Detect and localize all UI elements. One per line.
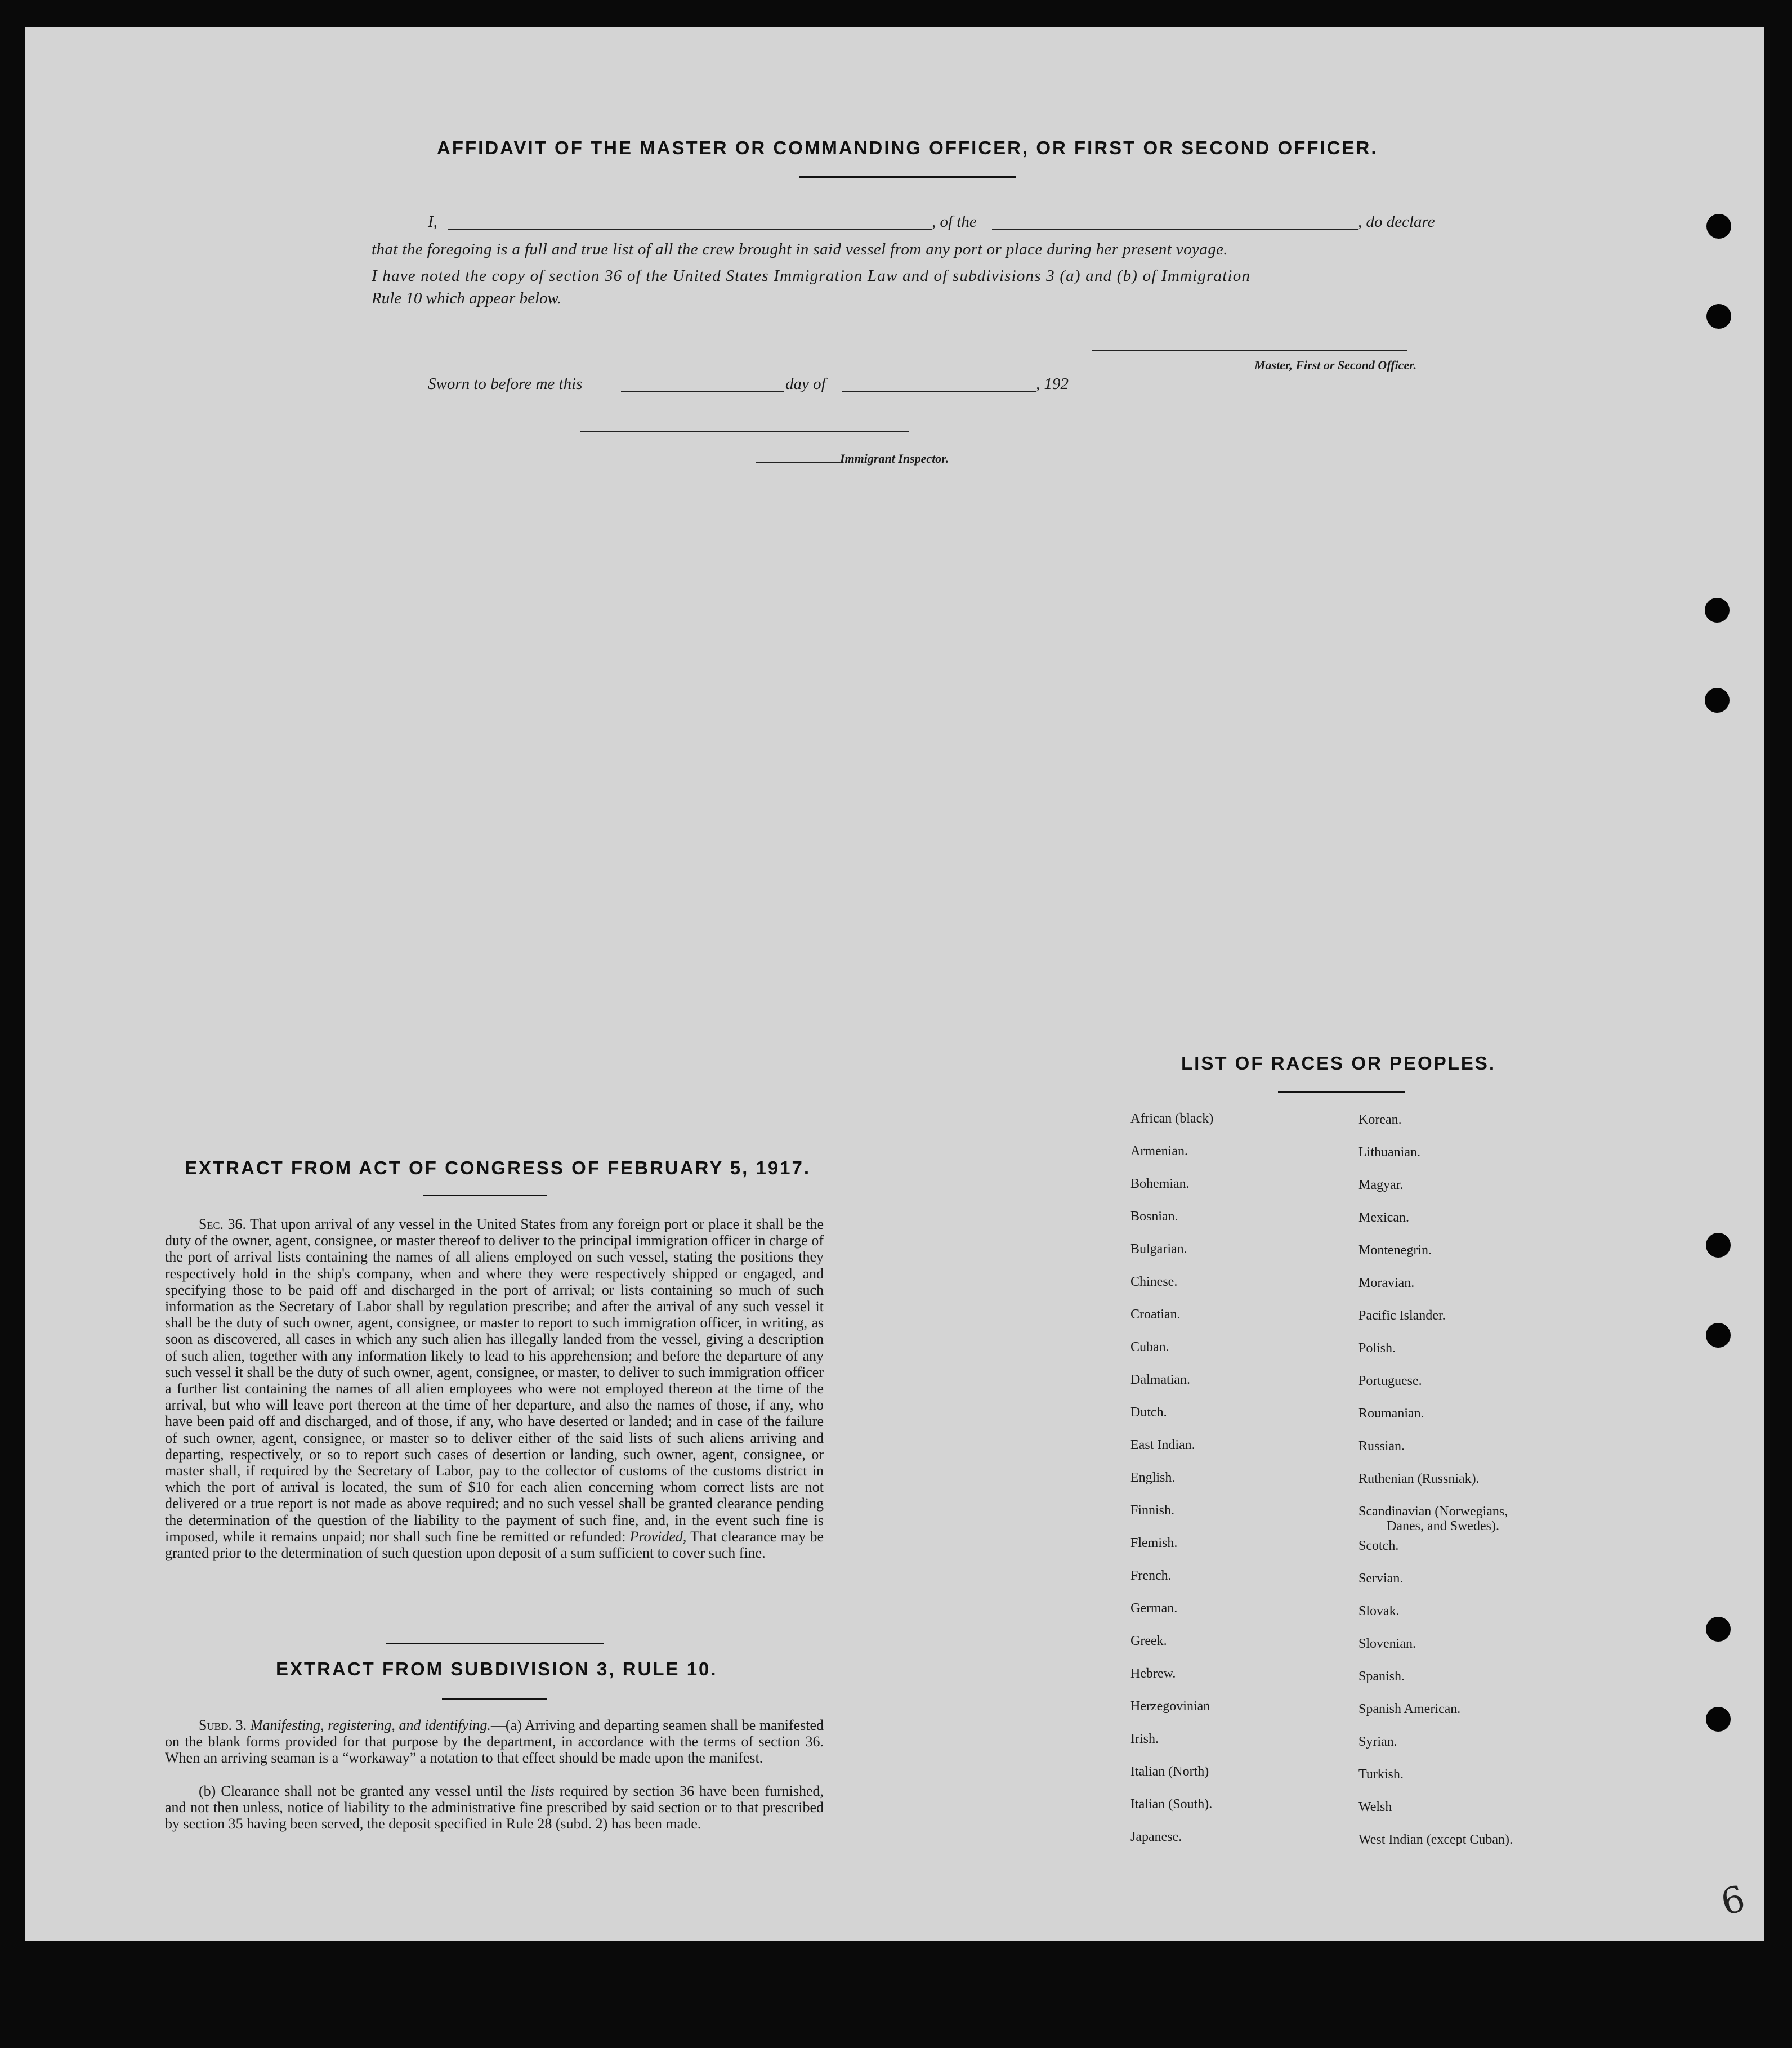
- sworn-prefix: Sworn to before me this: [428, 375, 583, 393]
- affidavit-title-rule: [799, 176, 1016, 178]
- extract-act-body: [165, 1216, 824, 1561]
- race-item: Dutch.: [1130, 1405, 1167, 1420]
- race-item: African (black): [1130, 1111, 1214, 1126]
- extract-act-rule: [423, 1195, 547, 1196]
- race-item: Mexican.: [1358, 1210, 1409, 1225]
- punch-hole-icon: [1706, 304, 1731, 329]
- extract-act-text-end: That clearance may be granted prior to the determination of such question upon deposit of a sum sufficient to cover such fine.: [165, 1528, 824, 1562]
- extract-rule-b-text1: Clearance shall not be granted any vessel until the: [221, 1783, 526, 1799]
- race-item: Scandinavian (Norwegians,: [1358, 1504, 1508, 1519]
- race-item: Polish.: [1358, 1341, 1396, 1356]
- extract-rule-b-text2: required by section 36 have been furnished, and not then unless, notice of liability to the administrative fine prescribed by said section or to that prescribed by section 35 having been served, the deposit specified in Rule 28 (subd. 2) has been made.: [165, 1783, 824, 1832]
- race-item: Spanish.: [1358, 1669, 1405, 1684]
- punch-hole-icon: [1706, 1617, 1731, 1642]
- race-item: Irish.: [1130, 1732, 1159, 1746]
- race-item: Lithuanian.: [1358, 1145, 1420, 1160]
- race-item: Portuguese.: [1358, 1374, 1422, 1388]
- extract-act-provided: Provided,: [629, 1528, 687, 1545]
- race-item: Herzegovinian: [1130, 1699, 1210, 1714]
- race-item: Croatian.: [1130, 1307, 1181, 1322]
- affidavit-name-blank: [448, 229, 932, 230]
- race-item: Moravian.: [1358, 1276, 1415, 1290]
- race-item: West Indian (except Cuban).: [1358, 1832, 1513, 1847]
- race-item: Turkish.: [1358, 1767, 1404, 1782]
- affidavit-line4: Rule 10 which appear below.: [372, 289, 561, 307]
- punch-hole-icon: [1705, 598, 1730, 623]
- race-item: Italian (South).: [1130, 1797, 1213, 1812]
- races-title-rule: [1278, 1091, 1405, 1093]
- race-item: French.: [1130, 1568, 1172, 1583]
- race-item: Flemish.: [1130, 1536, 1178, 1550]
- affidavit-line2: that the foregoing is a full and true list of all the crew brought in said vessel from any port or place during her present voyage.: [372, 240, 1228, 258]
- extract-act-text: That upon arrival of any vessel in the United States from any foreign port or place it shall be the duty of the owner, agent, consignee, or master thereof to deliver to the principal immigration officer in charge of the port of arrival lists containing the names of all aliens employed on such vessel, stating the positions they respectively hold in the ship's company, when and where they were respectively shipped or engaged, and specifying those to be paid off and discharged in the port of arrival; or lists containing so much of such information as the Secretary of Labor shall by regulation prescribe; and after the arrival of any such vessel it shall be the duty of such owner, agent, consignee, or master to report to such immigration officer, in writing, as soon as discovered, all cases in which any such alien has illegally landed from the vessel, giving a description of such alien, together with any information likely to lead to his apprehension; and before the departure of any such vessel it shall be the duty of such owner, agent, consignee, or master, to deliver to such immigration officer a further list containing the names of all alien employees who were not employed thereon at the time of the arrival, but who will leave port thereon at the time of her departure, and also the names of those, if any, who have been paid off and discharged, and of those, if any, who have deserted or landed; and in case of the failure of such owner, agent, consignee, or master so to deliver either of the said lists of such aliens arriving and departing, respectively, or so to report such cases of desertion or landing, such owner, agent, consignee, or master shall, if required by the Secretary of Labor, pay to the collector of customs of the customs district in which the port of arrival is located, the sum of $10 for each alien concerning whom correct lists are not delivered or a true report is not made as above required; and no such vessel shall be granted clearance pending the determination of the question of the liability to the payment of such fine, and, in the event such fine is imposed, while it remains unpaid; nor shall such fine be remitted or refunded:: [165, 1216, 824, 1545]
- race-item: Chinese.: [1130, 1275, 1178, 1289]
- race-item: Montenegrin.: [1358, 1243, 1432, 1258]
- extract-rule-para-b: [165, 1783, 824, 1832]
- master-signature-line: [1092, 350, 1407, 351]
- extract-rule-subd: Subd. 3.: [199, 1717, 247, 1733]
- extract-rule-title: EXTRACT FROM SUBDIVISION 3, RULE 10.: [276, 1658, 718, 1679]
- race-item: Bosnian.: [1130, 1209, 1178, 1224]
- race-item: Pacific Islander.: [1358, 1308, 1446, 1323]
- extract-rule-b-mark: (b): [199, 1783, 216, 1799]
- race-item: Servian.: [1358, 1571, 1404, 1586]
- affidavit-line1-declare: , do declare: [1358, 213, 1435, 231]
- race-item: Magyar.: [1358, 1178, 1404, 1192]
- race-item: Bohemian.: [1130, 1177, 1190, 1191]
- race-item: German.: [1130, 1601, 1178, 1616]
- affidavit-line3: I have noted the copy of section 36 of the United States Immigration Law and of subdivisions 3 (a) and (b) of Immigration: [372, 267, 1251, 285]
- race-item: Hebrew.: [1130, 1666, 1176, 1681]
- sworn-month-blank: [842, 391, 1036, 392]
- extract-act-title: EXTRACT FROM ACT OF CONGRESS OF FEBRUARY 5, 1917.: [185, 1157, 811, 1178]
- race-item: Danes, and Swedes).: [1387, 1519, 1499, 1533]
- extract-rule-a-mark: —(a): [490, 1717, 522, 1733]
- races-title: LIST OF RACES OR PEOPLES.: [1181, 1053, 1496, 1074]
- race-item: English.: [1130, 1470, 1176, 1485]
- extract-rule-heading: Manifesting, registering, and identifying.: [250, 1717, 491, 1733]
- inspector-short-line: [756, 462, 840, 463]
- race-item: Cuban.: [1130, 1340, 1169, 1354]
- race-item: Roumanian.: [1358, 1406, 1424, 1421]
- race-item: Italian (North): [1130, 1764, 1209, 1779]
- race-item: Slovak.: [1358, 1604, 1400, 1618]
- race-item: Japanese.: [1130, 1830, 1182, 1844]
- race-item: Welsh: [1358, 1800, 1392, 1814]
- extract-rule-a-text: Arriving and departing seamen shall be manifested on the blank forms provided for that purpose by the department, in accordance with the terms of section 36. When an arriving seaman is a “workaway” a notation to that effect should be made upon the manifest.: [165, 1717, 824, 1767]
- sworn-year: , 192: [1036, 375, 1069, 393]
- extract-rule-b-lists: lists: [530, 1783, 555, 1799]
- extract-separator-rule: [386, 1643, 604, 1644]
- race-item: Russian.: [1358, 1439, 1405, 1454]
- affidavit-title: AFFIDAVIT OF THE MASTER OR COMMANDING OFFICER, OR FIRST OR SECOND OFFICER.: [437, 137, 1378, 158]
- race-item: Armenian.: [1130, 1144, 1188, 1159]
- sworn-day-blank: [621, 391, 784, 392]
- affidavit-line1-i: I,: [428, 213, 437, 231]
- race-item: Scotch.: [1358, 1539, 1399, 1553]
- document-page: [25, 27, 1764, 1941]
- sworn-day-label: day of: [785, 375, 826, 393]
- race-item: Slovenian.: [1358, 1636, 1416, 1651]
- affidavit-line1-of: , of the: [932, 213, 977, 231]
- inspector-label: Immigrant Inspector.: [840, 451, 949, 466]
- punch-hole-icon: [1705, 688, 1730, 713]
- race-item: Ruthenian (Russniak).: [1358, 1472, 1480, 1486]
- punch-hole-icon: [1706, 1707, 1731, 1732]
- race-item: Dalmatian.: [1130, 1372, 1190, 1387]
- punch-hole-icon: [1706, 1233, 1731, 1258]
- inspector-signature-line: [580, 431, 909, 432]
- extract-rule-para-a: [165, 1717, 824, 1767]
- extract-rule-rule: [442, 1698, 547, 1700]
- race-item: Bulgarian.: [1130, 1242, 1187, 1256]
- race-item: Finnish.: [1130, 1503, 1175, 1518]
- race-item: East Indian.: [1130, 1438, 1195, 1452]
- punch-hole-icon: [1706, 214, 1731, 239]
- punch-hole-icon: [1706, 1323, 1731, 1348]
- race-item: Korean.: [1358, 1112, 1402, 1127]
- page-mark: 6: [1717, 1878, 1750, 1924]
- extract-act-sec: Sec. 36.: [199, 1216, 246, 1232]
- race-item: Spanish American.: [1358, 1702, 1461, 1716]
- master-signature-label: Master, First or Second Officer.: [1254, 358, 1417, 372]
- affidavit-vessel-blank: [992, 229, 1358, 230]
- race-item: Syrian.: [1358, 1734, 1397, 1749]
- race-item: Greek.: [1130, 1634, 1167, 1648]
